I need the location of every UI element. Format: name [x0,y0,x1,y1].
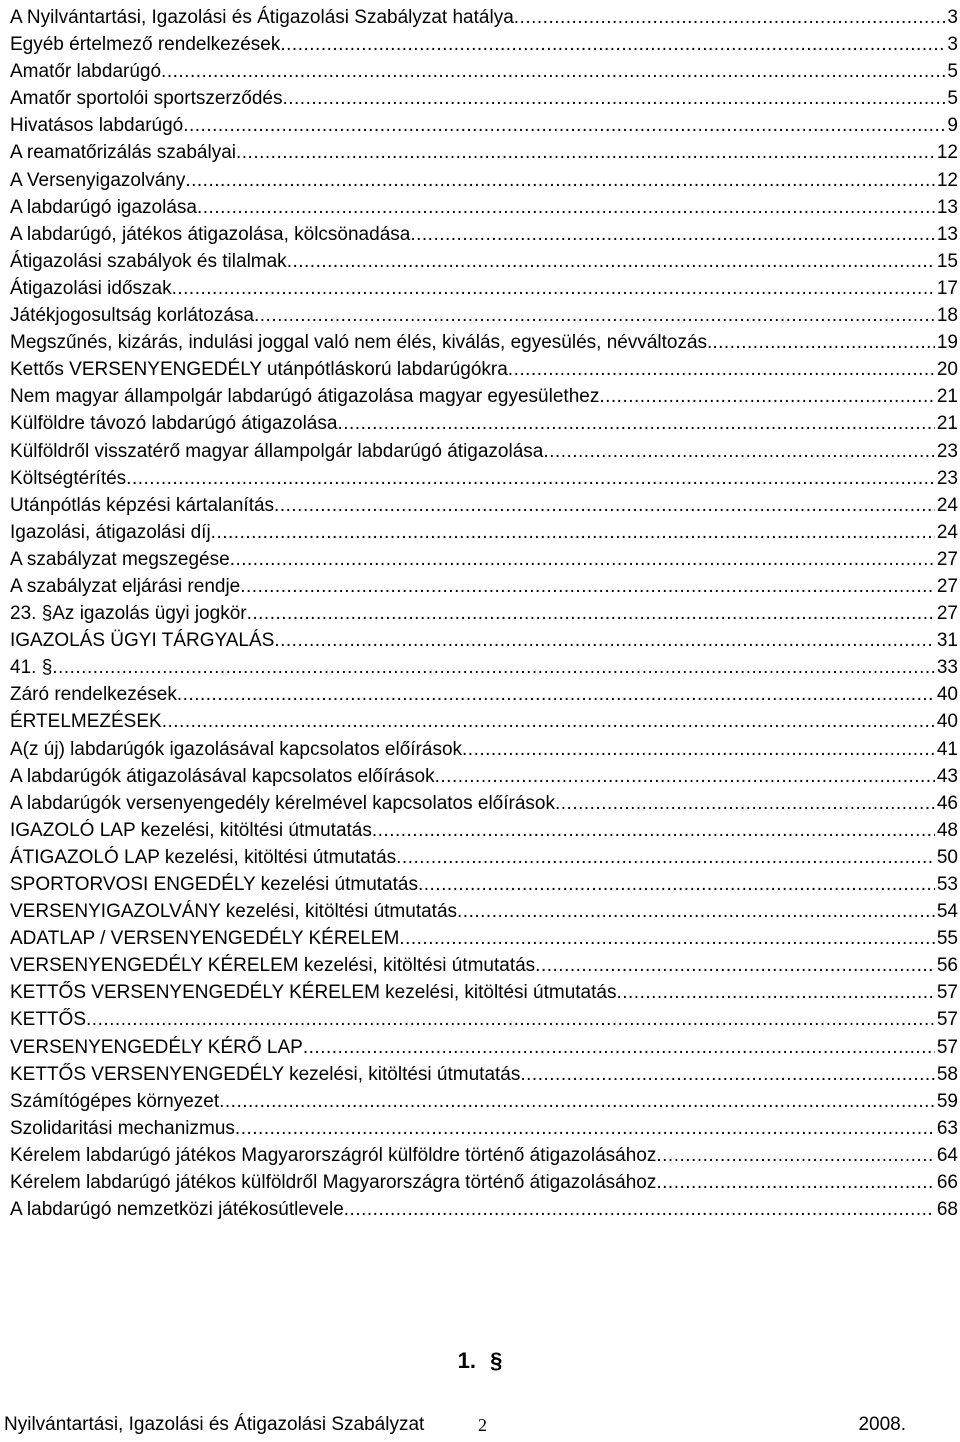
toc-dot-leader [183,112,945,139]
toc-entry-title[interactable]: IGAZOLÓ LAP kezelési, kitöltési útmutatás [10,819,372,841]
toc-entry-page[interactable]: 48 [936,819,958,841]
toc-entry-page[interactable]: 3 [947,7,958,28]
toc-entry-page[interactable]: 68 [936,1199,958,1221]
toc-entry[interactable] [10,871,960,898]
toc-entry[interactable] [10,112,960,139]
toc-dot-leader [656,1142,934,1169]
toc-entry-page[interactable]: 40 [936,684,958,706]
toc-entry-title[interactable]: Átigazolási szabályok és tilalmak [10,250,287,272]
toc-entry-page[interactable]: 57 [936,1009,958,1031]
toc-entry-title[interactable]: Külföldre távozó labdarúgó átigazolása [10,413,338,435]
toc-entry-page[interactable]: 64 [936,1144,958,1166]
toc-dot-leader [303,1034,935,1061]
toc-entry-title[interactable]: 23. §Az igazolás ügyi jogkör [10,603,247,625]
toc-entry-title[interactable]: A szabályzat eljárási rendje [10,575,241,597]
toc-entry-title[interactable]: Hivatásos labdarúgó [10,115,184,137]
toc-entry[interactable] [10,329,960,356]
toc-entry-title[interactable]: 41. § [10,657,53,679]
toc-entry-title[interactable]: Kérelem labdarúgó játékos külföldről Magyarországra történő átigazolásához [10,1172,657,1194]
toc-dot-leader [197,194,935,221]
toc-entry[interactable] [10,573,960,600]
toc-entry-title[interactable]: A szabályzat megszegése [10,548,230,570]
toc-dot-leader [418,871,935,898]
toc-entry[interactable] [10,979,960,1006]
toc-entry-page[interactable]: 21 [936,386,958,408]
toc-entry-page[interactable]: 13 [936,196,958,218]
toc-entry-title[interactable]: Kettős VERSENYENGEDÉLY utánpótláskorú labdarúgókra [10,359,508,381]
toc-entry-title[interactable]: Igazolási, átigazolási díj [10,521,211,543]
toc-entry-title[interactable]: Nem magyar állampolgár labdarúgó átigazolása magyar egyesülethez [10,386,600,408]
toc-entry-title[interactable]: Megszűnés, kizárás, indulási joggal való nem élés, kiválás, egyesülés, névváltozás. [10,332,713,354]
toc-entry-page[interactable]: 17 [936,277,958,299]
toc-entry-title[interactable]: A Nyilvántartási, Igazolási és Átigazolási Szabályzat hatálya [10,7,514,28]
toc-entry-title[interactable]: Záró rendelkezések [10,684,177,706]
toc-entry[interactable] [10,708,960,735]
toc-dot-leader [219,1088,935,1115]
toc-dot-leader [274,627,935,654]
toc-dot-leader [185,167,935,194]
toc-entry[interactable] [10,1115,960,1142]
toc-entry[interactable] [10,492,960,519]
toc-entry-page[interactable]: 18 [936,305,958,327]
toc-dot-leader [712,329,935,356]
toc-entry[interactable] [10,1196,960,1223]
toc-entry-page[interactable]: 63 [936,1117,958,1139]
toc-entry[interactable] [10,546,960,573]
toc-entry[interactable] [10,1061,960,1088]
toc-entry[interactable] [10,1169,960,1196]
toc-entry-page[interactable]: 57 [936,982,958,1004]
toc-entry-title[interactable]: A labdarúgó igazolása [10,196,197,218]
toc-entry-title[interactable]: Amatőr sportolói sportszerződés [10,88,283,110]
toc-dot-leader [177,681,935,708]
toc-entry-page[interactable]: 58 [936,1063,958,1085]
toc-entry[interactable] [10,654,960,681]
toc-entry-title[interactable]: SPORTORVOSI ENGEDÉLY kezelési útmutatás [10,874,418,895]
toc-entry-title[interactable]: A labdarúgó, játékos átigazolása, kölcsönadása [10,223,411,245]
toc-dot-leader [337,410,934,437]
toc-entry-title[interactable]: Kérelem labdarúgó játékos Magyarországról külföldre történő átigazolásához [10,1144,657,1166]
toc-entry-page[interactable]: 5 [947,88,958,110]
toc-entry[interactable] [10,275,960,302]
toc-dot-leader [543,438,935,465]
toc-entry-page[interactable]: 57 [936,1036,958,1058]
toc-dot-leader [616,979,934,1006]
toc-dot-leader [230,546,935,573]
toc-entry-page[interactable]: 19 [936,332,958,354]
toc-entry[interactable] [10,1088,960,1115]
toc-entry[interactable] [10,1034,960,1061]
toc-entry-title[interactable]: A reamatőrizálás szabályai [10,142,236,164]
toc-dot-leader [555,790,935,817]
chapter-heading [0,1346,960,1376]
toc-dot-leader [399,925,935,952]
toc-entry-title[interactable]: A labdarúgó nemzetközi játékosútlevele [10,1199,344,1221]
toc-dot-leader [282,85,945,112]
toc-entry-page[interactable]: 3 [947,34,958,56]
footer-title: Nyilvántartási, Igazolási és Átigazolási Szabályzat [4,1414,425,1435]
toc-entry-title[interactable]: KETTŐS [10,1009,87,1031]
toc-dot-leader [396,844,935,871]
toc-entry-page[interactable]: 66 [936,1172,958,1194]
toc-entry-page[interactable]: 33 [936,657,958,679]
footer-year: 2008. [858,1414,906,1435]
toc-dot-leader [52,654,935,681]
toc-entry[interactable] [10,438,960,465]
toc-entry[interactable] [10,302,960,329]
toc-dot-leader [599,383,935,410]
toc-entry[interactable] [10,952,960,979]
toc-entry[interactable] [10,31,960,58]
toc-dot-leader [161,58,945,85]
toc-entry-title[interactable]: A labdarúgók átigazolásával kapcsolatos előírások [10,765,435,787]
toc-entry[interactable] [10,167,960,194]
toc-dot-leader [462,736,935,763]
table-of-contents [10,4,960,1223]
toc-entry-page[interactable]: 31 [936,630,958,652]
toc-entry-title[interactable]: KETTŐS VERSENYENGEDÉLY KÉRELEM kezelési, kitöltési útmutatás [10,982,617,1004]
toc-entry-page[interactable]: 43 [936,765,958,787]
toc-dot-leader [508,356,935,383]
toc-dot-leader [86,1006,935,1033]
toc-entry-title[interactable]: A labdarúgók versenyengedély kérelmével kapcsolatos előírások [10,792,555,814]
toc-entry-page[interactable]: 27 [936,548,958,570]
toc-entry[interactable] [10,790,960,817]
toc-entry-page[interactable]: 23 [936,467,958,489]
toc-entry-page[interactable]: 12 [936,169,958,191]
toc-dot-leader [520,1061,934,1088]
toc-entry[interactable] [10,139,960,166]
toc-dot-leader [247,600,935,627]
toc-entry-page[interactable]: 20 [936,359,958,381]
toc-entry[interactable] [10,736,960,763]
toc-dot-leader [126,465,935,492]
toc-entry-page[interactable]: 15 [936,250,958,272]
toc-entry-title[interactable]: VERSENYENGEDÉLY KÉRŐ LAP [10,1036,303,1058]
toc-dot-leader [162,708,935,735]
toc-dot-leader [656,1169,934,1196]
toc-dot-leader [236,139,935,166]
toc-entry-title[interactable]: VERSENYENGEDÉLY KÉRELEM kezelési, kitöltési útmutatás [10,955,536,977]
toc-dot-leader [254,302,935,329]
toc-entry-page[interactable]: 50 [936,846,958,868]
toc-entry[interactable] [10,600,960,627]
toc-dot-leader [211,519,935,546]
toc-entry-page[interactable]: 54 [936,901,958,923]
toc-entry-title[interactable]: Számítógépes környezet [10,1090,220,1112]
toc-entry[interactable] [10,898,960,925]
toc-entry-page[interactable]: 9 [947,115,958,137]
toc-entry[interactable] [10,465,960,492]
toc-entry[interactable] [10,1006,960,1033]
toc-entry[interactable] [10,248,960,275]
toc-entry-title[interactable]: ÉRTELMEZÉSEK [10,711,162,733]
toc-entry-page[interactable]: 59 [936,1090,958,1112]
toc-entry[interactable] [10,627,960,654]
page-footer [0,1410,960,1440]
toc-dot-leader [344,1196,935,1223]
toc-entry[interactable] [10,4,960,31]
toc-entry[interactable] [10,194,960,221]
toc-entry-title[interactable]: Költségtérítés [10,467,127,489]
toc-entry[interactable] [10,519,960,546]
toc-entry-title[interactable]: Utánpótlás képzési kártalanítás [10,494,275,516]
toc-dot-leader [274,492,935,519]
toc-dot-leader [457,898,935,925]
toc-entry[interactable] [10,844,960,871]
toc-dot-leader [435,763,935,790]
toc-entry-title[interactable]: ADATLAP / VERSENYENGEDÉLY KÉRELEM [10,928,400,950]
toc-entry-title[interactable]: A Versenyigazolvány [10,169,186,191]
toc-entry-title[interactable]: IGAZOLÁS ÜGYI TÁRGYALÁS [10,630,275,652]
toc-entry-title[interactable]: Játékjogosultság korlátozása [10,305,254,327]
toc-dot-leader [240,573,935,600]
toc-entry[interactable] [10,58,960,85]
toc-entry-page[interactable]: 13 [936,223,958,245]
toc-entry-title[interactable]: Amatőr labdarúgó [10,61,162,83]
toc-entry-title[interactable]: Egyéb értelmező rendelkezések [10,34,281,56]
toc-entry-page[interactable]: 55 [936,928,958,950]
toc-entry-page[interactable]: 27 [936,575,958,597]
toc-entry[interactable] [10,817,960,844]
toc-dot-leader [235,1115,935,1142]
toc-entry-title[interactable]: Szolidaritási mechanizmus [10,1117,235,1139]
toc-entry-page[interactable]: 27 [936,603,958,625]
toc-entry-title[interactable]: A(z új) labdarúgók igazolásával kapcsolatos előírások [10,738,463,760]
toc-dot-leader [410,221,935,248]
toc-entry[interactable] [10,681,960,708]
footer-page-number: 2 [478,1415,487,1435]
toc-entry-title[interactable]: ÁTIGAZOLÓ LAP kezelési, kitöltési útmutatás [10,846,397,868]
toc-dot-leader [514,4,946,31]
toc-entry-title[interactable]: Átigazolási időszak [10,277,172,299]
toc-entry[interactable] [10,221,960,248]
toc-entry-page[interactable]: 40 [936,711,958,733]
toc-entry-title[interactable]: VERSENYIGAZOLVÁNY kezelési, kitöltési útmutatás [10,901,458,923]
toc-entry[interactable] [10,410,960,437]
toc-entry[interactable] [10,383,960,410]
toc-entry-page[interactable]: 41 [936,738,958,760]
toc-entry-title[interactable]: Külföldről visszatérő magyar állampolgár labdarúgó átigazolása [10,440,544,462]
toc-entry-page[interactable]: 56 [936,955,958,977]
toc-entry[interactable] [10,356,960,383]
toc-entry[interactable] [10,85,960,112]
toc-entry-page[interactable]: 21 [936,413,958,435]
toc-entry-page[interactable]: 24 [936,494,958,516]
toc-dot-leader [535,952,935,979]
toc-entry-title[interactable]: KETTŐS VERSENYENGEDÉLY kezelési, kitöltési útmutatás [10,1063,521,1085]
toc-entry[interactable] [10,763,960,790]
toc-entry-page[interactable]: 5 [947,61,958,83]
toc-dot-leader [372,817,935,844]
toc-entry[interactable] [10,1142,960,1169]
section-sign-icon: § [490,1348,503,1373]
toc-entry-page[interactable]: 24 [936,521,958,543]
toc-entry-page[interactable]: 12 [936,142,958,164]
toc-entry-page[interactable]: 53 [936,874,958,895]
toc-entry-page[interactable]: 23 [936,440,958,462]
toc-dot-leader [172,275,935,302]
toc-entry-page[interactable]: 46 [936,792,958,814]
toc-dot-leader [287,248,935,275]
chapter-number: 1. [457,1348,476,1373]
toc-entry[interactable] [10,925,960,952]
toc-dot-leader [280,31,945,58]
